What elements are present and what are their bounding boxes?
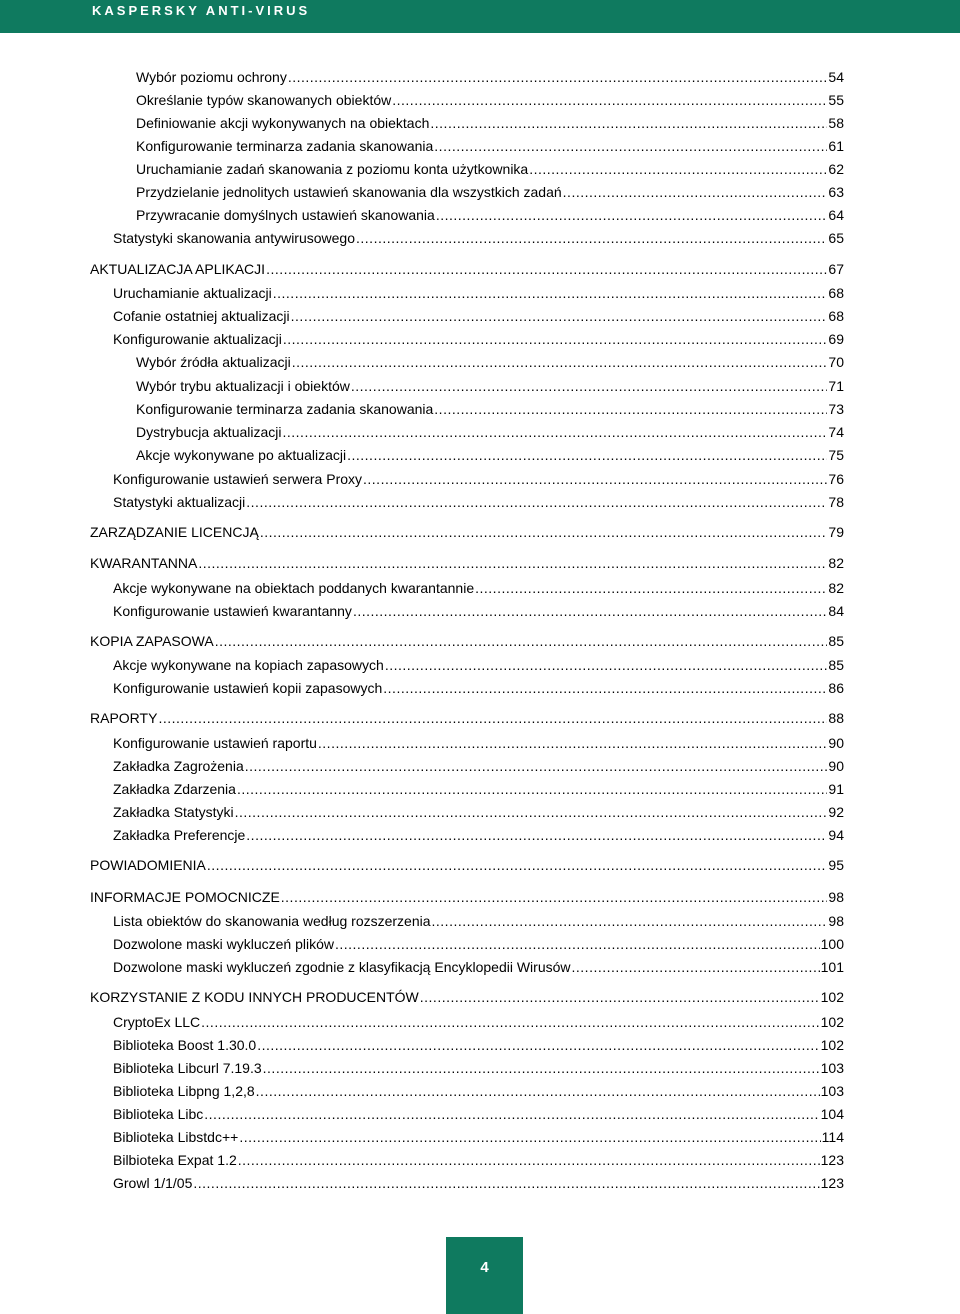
toc-entry[interactable] <box>136 114 844 132</box>
toc-entry-title: KORZYSTANIE Z KODU INNYCH PRODUCENTÓW <box>90 989 419 1005</box>
toc-entry-page: 70 <box>828 354 844 370</box>
toc-entry-title: Cofanie ostatniej aktualizacji <box>113 308 290 324</box>
toc-entry[interactable] <box>113 229 844 247</box>
toc-entry-page: 61 <box>828 138 844 154</box>
toc-entry-page: 104 <box>820 1106 844 1122</box>
dot-leader <box>432 912 828 930</box>
dot-leader <box>257 1036 819 1054</box>
toc-entry-title: Konfigurowanie terminarza zadania skanowania <box>136 138 434 154</box>
toc-entry-title: Lista obiektów do skanowania według rozszerzenia <box>113 913 431 929</box>
toc-entry-title: Konfigurowanie ustawień raportu <box>113 735 317 751</box>
toc-entry-page: 98 <box>828 913 844 929</box>
toc-entry-title: Dozwolone maski wykluczeń plików <box>113 936 334 952</box>
toc-entry-page: 103 <box>820 1083 844 1099</box>
dot-leader <box>158 709 827 727</box>
toc-entry-title: INFORMACJE POMOCNICZE <box>90 889 280 905</box>
toc-entry-title: Przydzielanie jednolitych ustawień skanowania dla wszystkich zadań <box>136 184 562 200</box>
dot-leader <box>318 734 828 752</box>
toc-entry-title: KWARANTANNA <box>90 555 198 571</box>
toc-entry[interactable] <box>113 1059 844 1077</box>
toc-entry[interactable] <box>136 377 844 395</box>
dot-leader <box>335 935 820 953</box>
toc-entry-title: Konfigurowanie terminarza zadania skanowania <box>136 401 434 417</box>
toc-entry-page: 67 <box>828 261 844 277</box>
dot-leader <box>572 958 820 976</box>
toc-entry-title: Biblioteka Libc <box>113 1106 204 1122</box>
toc-entry-title: ZARZĄDZANIE LICENCJĄ <box>90 524 259 540</box>
dot-leader <box>347 446 827 464</box>
toc-entry-title: Zakładka Statystyki <box>113 804 234 820</box>
toc-entry-page: 103 <box>820 1060 844 1076</box>
toc-entry-page: 90 <box>828 758 844 774</box>
toc-entry[interactable] <box>136 91 844 109</box>
page-number: 4 <box>480 1259 489 1276</box>
toc-entry-title: AKTUALIZACJA APLIKACJI <box>90 261 266 277</box>
dot-leader <box>193 1174 819 1192</box>
dot-leader <box>434 137 827 155</box>
toc-entry-title: Konfigurowanie aktualizacji <box>113 331 282 347</box>
toc-entry-page: 102 <box>820 1037 844 1053</box>
toc-entry-title: CryptoEx LLC <box>113 1014 201 1030</box>
toc-entry-page: 94 <box>828 827 844 843</box>
dot-leader <box>353 602 827 620</box>
dot-leader <box>392 91 827 109</box>
toc-entry[interactable] <box>113 493 844 511</box>
dot-leader <box>207 856 828 874</box>
toc-entry-page: 88 <box>828 710 844 726</box>
header-title: KASPERSKY ANTI-VIRUS <box>92 3 311 18</box>
toc-entry-page: 54 <box>828 69 844 85</box>
toc-chapter[interactable] <box>90 856 844 874</box>
toc-entry-page: 86 <box>828 680 844 696</box>
toc-entry-title: Akcje wykonywane po aktualizacji <box>136 447 347 463</box>
dot-leader <box>263 1059 820 1077</box>
dot-leader <box>238 1151 820 1169</box>
toc-entry[interactable] <box>113 1036 844 1054</box>
toc-entry-page: 114 <box>821 1129 844 1145</box>
toc-entry-page: 82 <box>828 555 844 571</box>
toc-entry[interactable] <box>136 423 844 441</box>
toc-entry-page: 62 <box>828 161 844 177</box>
dot-leader <box>288 68 828 86</box>
toc-entry-title: Biblioteka Boost 1.30.0 <box>113 1037 257 1053</box>
dot-leader <box>385 656 828 674</box>
toc-entry-page: 74 <box>828 424 844 440</box>
toc-entry-page: 82 <box>828 580 844 596</box>
toc-entry-title: POWIADOMIENIA <box>90 857 206 873</box>
toc-entry-page: 102 <box>820 989 844 1005</box>
toc-entry-title: Wybór źródła aktualizacji <box>136 354 291 370</box>
toc-entry-title: Wybór trybu aktualizacji i obiektów <box>136 378 350 394</box>
toc-entry[interactable] <box>113 1105 844 1123</box>
toc-entry-page: 123 <box>820 1152 844 1168</box>
toc-entry-page: 65 <box>828 230 844 246</box>
toc-entry-page: 90 <box>828 735 844 751</box>
toc-entry-page: 55 <box>828 92 844 108</box>
dot-leader <box>434 400 827 418</box>
toc-entry-title: RAPORTY <box>90 710 158 726</box>
toc-entry[interactable] <box>113 935 844 953</box>
toc-entry[interactable] <box>136 353 844 371</box>
toc-entry-title: Biblioteka Libpng 1,2,8 <box>113 1083 255 1099</box>
toc-entry-page: 68 <box>828 308 844 324</box>
toc-entry-page: 85 <box>828 633 844 649</box>
toc-entry[interactable] <box>113 780 844 798</box>
toc-entry-page: 85 <box>828 657 844 673</box>
dot-leader <box>198 554 827 572</box>
toc-entry-title: Zakładka Zdarzenia <box>113 781 236 797</box>
toc-chapter[interactable] <box>90 260 844 278</box>
toc-entry-title: Przywracanie domyślnych ustawień skanowania <box>136 207 435 223</box>
toc-entry[interactable] <box>113 470 844 488</box>
toc-entry-title: Biblioteka Libstdc++ <box>113 1129 239 1145</box>
toc-entry-title: Akcje wykonywane na obiektach poddanych kwarantannie <box>113 580 475 596</box>
toc-entry-page: 76 <box>828 471 844 487</box>
toc-entry-page: 63 <box>828 184 844 200</box>
toc-entry[interactable] <box>136 446 844 464</box>
toc-entry-title: Uruchamianie zadań skanowania z poziomu konta użytkownika <box>136 161 529 177</box>
toc-entry-page: 78 <box>828 494 844 510</box>
toc-entry[interactable] <box>136 68 844 86</box>
toc-entry-title: Konfigurowanie ustawień kopii zapasowych <box>113 680 383 696</box>
dot-leader <box>383 679 827 697</box>
dot-leader <box>475 579 827 597</box>
toc-chapter[interactable] <box>90 554 844 572</box>
toc-entry-title: Określanie typów skanowanych obiektów <box>136 92 392 108</box>
toc-entry[interactable] <box>113 1128 844 1146</box>
dot-leader <box>215 632 828 650</box>
dot-leader <box>266 260 827 278</box>
dot-leader <box>260 523 828 541</box>
toc-entry[interactable] <box>113 1013 844 1031</box>
dot-leader <box>363 470 827 488</box>
dot-leader <box>436 206 828 224</box>
dot-leader <box>283 330 828 348</box>
toc-entry[interactable] <box>113 307 844 325</box>
dot-leader <box>245 757 828 775</box>
toc-entry-page: 68 <box>828 285 844 301</box>
toc-entry[interactable] <box>113 757 844 775</box>
toc-entry-page: 58 <box>828 115 844 131</box>
toc-chapter[interactable] <box>90 632 844 650</box>
toc-entry[interactable] <box>136 137 844 155</box>
toc-entry[interactable] <box>113 656 844 674</box>
toc-entry[interactable] <box>113 602 844 620</box>
toc-entry-page: 73 <box>828 401 844 417</box>
dot-leader <box>281 888 828 906</box>
dot-leader <box>283 423 828 441</box>
dot-leader <box>563 183 828 201</box>
toc-entry-title: Konfigurowanie ustawień kwarantanny <box>113 603 352 619</box>
toc-entry-title: KOPIA ZAPASOWA <box>90 633 214 649</box>
toc-entry-page: 91 <box>828 781 844 797</box>
toc-chapter[interactable] <box>90 988 844 1006</box>
toc-entry-page: 71 <box>828 378 844 394</box>
toc-entry-page: 101 <box>820 959 844 975</box>
toc-entry-title: Uruchamianie aktualizacji <box>113 285 272 301</box>
toc-chapter[interactable] <box>90 709 844 727</box>
dot-leader <box>256 1082 820 1100</box>
toc-entry-title: Zakładka Zagrożenia <box>113 758 244 774</box>
toc-entry-page: 84 <box>828 603 844 619</box>
dot-leader <box>356 229 827 247</box>
toc-entry-page: 98 <box>828 889 844 905</box>
toc-chapter[interactable] <box>90 523 844 541</box>
toc-entry[interactable] <box>113 958 844 976</box>
dot-leader <box>529 160 827 178</box>
toc-entry-title: Konfigurowanie ustawień serwera Proxy <box>113 471 363 487</box>
toc-entry[interactable] <box>136 400 844 418</box>
dot-leader <box>292 353 828 371</box>
dot-leader <box>351 377 828 395</box>
toc-entry-page: 64 <box>828 207 844 223</box>
toc-entry-title: Wybór poziomu ochrony <box>136 69 287 85</box>
dot-leader <box>273 284 828 302</box>
toc-entry[interactable] <box>113 284 844 302</box>
dot-leader <box>235 803 828 821</box>
dot-leader <box>246 493 827 511</box>
toc-entry[interactable] <box>136 206 844 224</box>
toc-entry[interactable] <box>113 1082 844 1100</box>
toc-entry-page: 102 <box>820 1014 844 1030</box>
toc-entry[interactable] <box>136 183 844 201</box>
toc-entry-page: 79 <box>828 524 844 540</box>
dot-leader <box>430 114 827 132</box>
toc-entry-page: 75 <box>828 447 844 463</box>
toc-entry-title: Growl 1/1/05 <box>113 1175 193 1191</box>
dot-leader <box>201 1013 819 1031</box>
toc-entry-title: Akcje wykonywane na kopiach zapasowych <box>113 657 384 673</box>
toc-entry-page: 100 <box>820 936 844 952</box>
toc-chapter[interactable] <box>90 888 844 906</box>
toc-entry[interactable] <box>113 826 844 844</box>
toc-entry-page: 92 <box>828 804 844 820</box>
toc-entry[interactable] <box>113 1174 844 1192</box>
toc-entry-page: 123 <box>820 1175 844 1191</box>
toc-entry-page: 95 <box>828 857 844 873</box>
dot-leader <box>246 826 827 844</box>
toc-entry-page: 69 <box>828 331 844 347</box>
toc-entry[interactable] <box>113 1151 844 1169</box>
toc-entry[interactable] <box>113 734 844 752</box>
dot-leader <box>204 1105 819 1123</box>
toc-entry-title: Statystyki aktualizacji <box>113 494 246 510</box>
toc-entry[interactable] <box>113 579 844 597</box>
dot-leader <box>239 1128 820 1146</box>
toc-entry[interactable] <box>113 679 844 697</box>
toc-entry-title: Dystrybucja aktualizacji <box>136 424 282 440</box>
toc-entry[interactable] <box>113 912 844 930</box>
dot-leader <box>237 780 827 798</box>
toc-entry-title: Definiowanie akcji wykonywanych na obiektach <box>136 115 430 131</box>
toc-entry-title: Bilbioteka Expat 1.2 <box>113 1152 237 1168</box>
toc-entry[interactable] <box>113 330 844 348</box>
toc-entry-title: Statystyki skanowania antywirusowego <box>113 230 356 246</box>
toc-entry[interactable] <box>113 803 844 821</box>
dot-leader <box>291 307 828 325</box>
toc-entry-title: Biblioteka Libcurl 7.19.3 <box>113 1060 262 1076</box>
toc-entry-title: Zakładka Preferencje <box>113 827 246 843</box>
dot-leader <box>420 988 820 1006</box>
toc-entry-title: Dozwolone maski wykluczeń zgodnie z klasyfikacją Encyklopedii Wirusów <box>113 959 571 975</box>
toc-entry[interactable] <box>136 160 844 178</box>
page-number-tab <box>446 1237 523 1314</box>
